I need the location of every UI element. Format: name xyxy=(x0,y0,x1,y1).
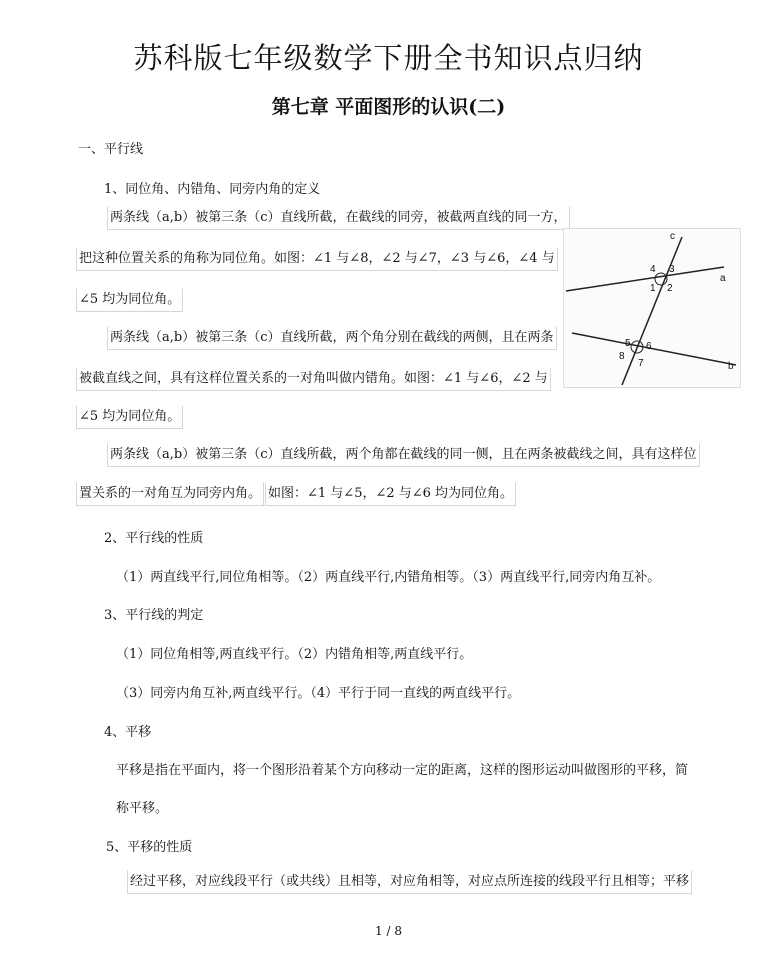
paragraph-line: （3）同旁内角互补,两直线平行。（4）平行于同一直线的两直线平行。 xyxy=(116,686,521,701)
paragraph-line: 如图：∠1 与∠5，∠2 与∠6 均为同位角。 xyxy=(265,482,516,506)
label-c: c xyxy=(670,231,675,242)
paragraph-line: 称平移。 xyxy=(116,801,169,816)
paragraph-line: （1）两直线平行,同位角相等。（2）两直线平行,内错角相等。（3）两直线平行,同旁内角互补。 xyxy=(116,570,661,585)
page-number: 1 / 8 xyxy=(375,924,402,938)
document-title: 苏科版七年级数学下册全书知识点归纳 xyxy=(133,41,644,75)
paragraph-line: ∠5 均为同位角。 xyxy=(76,288,183,312)
label-angle: 7 xyxy=(638,358,644,369)
label-a: a xyxy=(720,273,726,284)
subsection-heading: 1、同位角、内错角、同旁内角的定义 xyxy=(104,182,321,197)
line-a xyxy=(566,267,724,291)
label-angle: 4 xyxy=(650,264,656,275)
chapter-heading: 第七章 平面图形的认识(二) xyxy=(271,96,506,118)
label-angle: 8 xyxy=(619,351,625,362)
parallel-lines-figure xyxy=(563,228,741,388)
paragraph-line: 两条线（a,b）被第三条（c）直线所截，在截线的同旁，被截两直线的同一方， xyxy=(107,206,570,230)
line-b xyxy=(572,333,736,365)
subsection-heading: 4、平移 xyxy=(104,725,152,740)
subsection-heading: 3、平行线的判定 xyxy=(104,608,204,623)
paragraph-line: 两条线（a,b）被第三条（c）直线所截，两个角都在截线的同一侧，且在两条被截线之间，具有这样位 xyxy=(107,443,700,467)
paragraph-line: 两条线（a,b）被第三条（c）直线所截，两个角分别在截线的两侧，且在两条 xyxy=(107,326,557,350)
paragraph-line: ∠5 均为同位角。 xyxy=(76,405,183,429)
label-angle: 1 xyxy=(650,283,656,294)
paragraph-line: 置关系的一对角互为同旁内角。 xyxy=(76,482,264,506)
label-b: b xyxy=(728,361,734,372)
label-angle: 6 xyxy=(646,341,652,352)
section-heading: 一、平行线 xyxy=(78,142,144,157)
subsection-heading: 2、平行线的性质 xyxy=(104,531,204,546)
paragraph-line: 平移是指在平面内，将一个图形沿着某个方向移动一定的距离，这样的图形运动叫做图形的平移，简 xyxy=(116,763,689,778)
paragraph-line: 经过平移，对应线段平行（或共线）且相等，对应角相等，对应点所连接的线段平行且相等；平移 xyxy=(127,870,692,894)
subsection-heading: 5、平移的性质 xyxy=(106,840,193,855)
label-angle: 2 xyxy=(667,283,673,294)
paragraph-line: （1）同位角相等,两直线平行。（2）内错角相等,两直线平行。 xyxy=(116,647,473,662)
label-angle: 3 xyxy=(669,264,675,275)
label-angle: 5 xyxy=(625,338,631,349)
paragraph-line: 把这种位置关系的角称为同位角。如图：∠1 与∠8，∠2 与∠7，∠3 与∠6，∠4 与 xyxy=(76,247,558,271)
line-c xyxy=(622,237,682,385)
transversal-diagram xyxy=(564,229,740,387)
paragraph-line: 被截直线之间，具有这样位置关系的一对角叫做内错角。如图：∠1 与∠6，∠2 与 xyxy=(76,367,551,391)
